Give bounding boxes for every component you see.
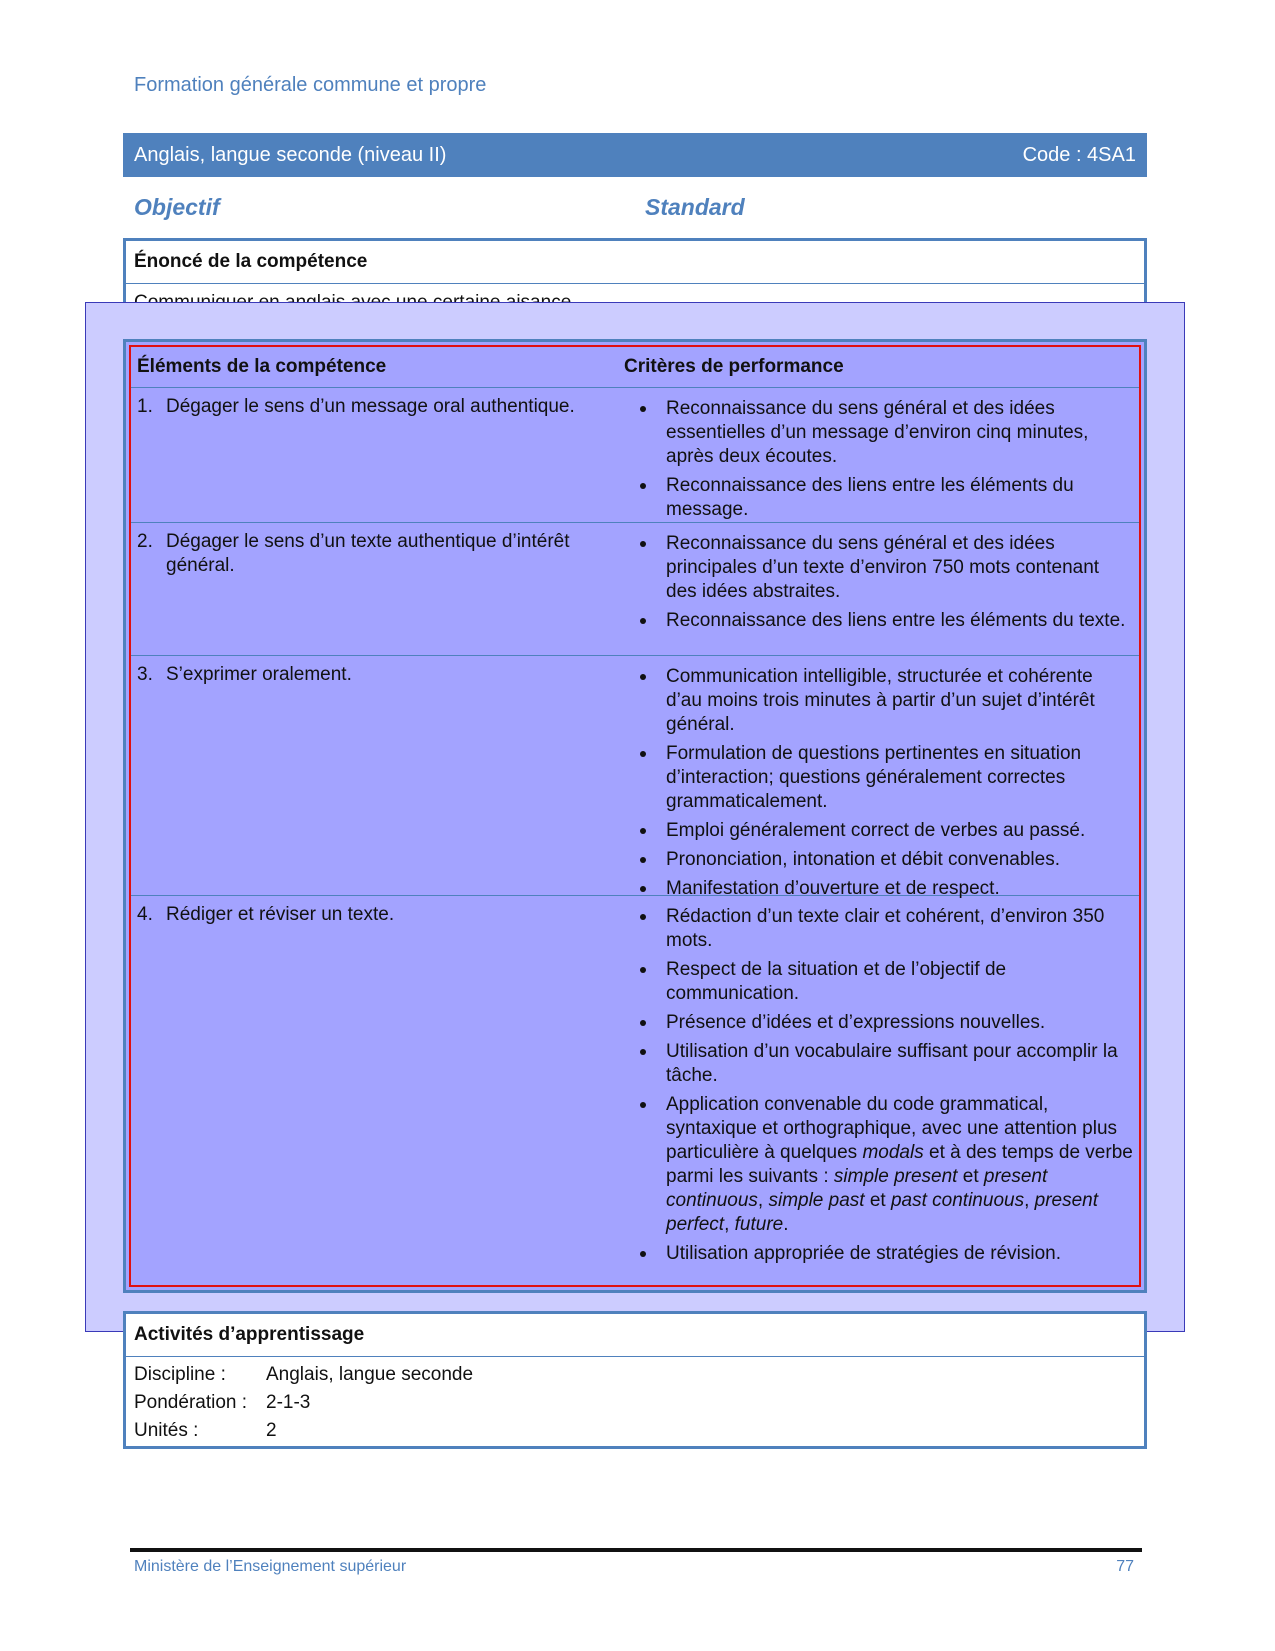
- objectif-standard-row: [134, 194, 1144, 221]
- discipline-label: Discipline :: [134, 1364, 226, 1385]
- criterion-item: Utilisation d’un vocabulaire suffisant pour accomplir la tâche.: [637, 1040, 1133, 1088]
- criterion-item: Présence d’idées et d’expressions nouvelles.: [637, 1011, 1133, 1035]
- criterion-item: Manifestation d’ouverture et de respect.: [637, 877, 1133, 901]
- tense-future: future: [734, 1214, 784, 1235]
- grammar-comma: ,: [724, 1214, 735, 1235]
- criterion-item: Respect de la situation et de l’objectif de communication.: [637, 958, 1133, 1006]
- criterion-item: Emploi généralement correct de verbes au passé.: [637, 819, 1133, 843]
- grammar-and: et: [864, 1190, 891, 1211]
- tense-simple-present: simple present: [833, 1166, 958, 1187]
- col-criteres-header: Critères de performance: [624, 356, 844, 377]
- criteria-list: [637, 905, 1133, 1271]
- tense-present-perfect: present perfect: [666, 1190, 1099, 1235]
- competence-table-header: [131, 347, 1139, 388]
- tense-present-continuous: present continuous: [666, 1166, 1048, 1211]
- col-elements-header: Éléments de la compétence: [137, 356, 387, 377]
- table-row: [131, 522, 1139, 656]
- element-label: Dégager le sens d’un texte authentique d’intérêt général.: [166, 531, 570, 576]
- element-number: 3.: [137, 664, 153, 685]
- element-label: Rédiger et réviser un texte.: [166, 904, 395, 925]
- discipline-line: [134, 1361, 1136, 1389]
- element-number: 4.: [137, 904, 153, 925]
- criterion-item: Communication intelligible, structurée et cohérente d’au moins trois minutes à partir d’un sujet d’intérêt général.: [637, 665, 1133, 737]
- ponderation-value: 2-1-3: [266, 1392, 311, 1413]
- course-code: Code : 4SA1: [1022, 143, 1136, 166]
- course-title: Anglais, langue seconde (niveau II): [134, 143, 447, 166]
- discipline-value: Anglais, langue seconde: [266, 1364, 474, 1385]
- element-label: S’exprimer oralement.: [166, 664, 352, 685]
- top-heading: Formation générale commune et propre: [134, 74, 487, 96]
- grammar-mid: et à des temps de verbe parmi les suivants :: [666, 1142, 1133, 1187]
- element-text: [137, 903, 636, 927]
- footer: [134, 1558, 1134, 1576]
- table-row: [131, 895, 1139, 1291]
- table-row: [131, 387, 1139, 523]
- ponderation-label: Pondération :: [134, 1392, 248, 1413]
- objectif-label: Objectif: [134, 194, 220, 220]
- grammar-and: et: [957, 1166, 984, 1187]
- unites-label: Unités :: [134, 1420, 199, 1441]
- grammar-comma: ,: [1024, 1190, 1035, 1211]
- element-label: Dégager le sens d’un message oral authentique.: [166, 396, 575, 417]
- activites-title: Activités d’apprentissage: [126, 1314, 1144, 1357]
- criterion-item: Reconnaissance des liens entre les éléments du message.: [637, 474, 1133, 522]
- criterion-item: Rédaction d’un texte clair et cohérent, d’environ 350 mots.: [637, 905, 1133, 953]
- criterion-item: Reconnaissance des liens entre les éléments du texte.: [637, 609, 1133, 633]
- tense-simple-past: simple past: [768, 1190, 865, 1211]
- criterion-item: Prononciation, intonation et débit convenables.: [637, 848, 1133, 872]
- standard-label: Standard: [645, 194, 745, 220]
- element-text: [137, 663, 636, 687]
- element-text: [137, 530, 636, 578]
- criteria-list: [637, 532, 1133, 638]
- criteria-list: [637, 665, 1133, 906]
- ponderation-line: [134, 1389, 1136, 1417]
- criterion-item-grammar: [637, 1093, 1133, 1237]
- competence-table-inner: [129, 345, 1141, 1287]
- footer-rule: [130, 1548, 1142, 1552]
- criterion-item: Utilisation appropriée de stratégies de révision.: [637, 1242, 1133, 1266]
- element-text: [137, 395, 636, 419]
- unites-line: [134, 1417, 1136, 1445]
- course-title-bar: [123, 133, 1147, 177]
- element-number: 1.: [137, 396, 153, 417]
- enonce-title: Énoncé de la compétence: [126, 241, 1144, 284]
- grammar-end: .: [783, 1214, 789, 1235]
- page-number: 77: [1116, 1558, 1134, 1575]
- criteria-list: [637, 397, 1133, 527]
- activites-box: [123, 1311, 1147, 1449]
- tense-past-continuous: past continuous: [890, 1190, 1025, 1211]
- criterion-item: Reconnaissance du sens général et des idées principales d’un texte d’environ 750 mots contenant des idées abstraites.: [637, 532, 1133, 604]
- competence-table: [123, 339, 1147, 1293]
- grammar-lead: Application convenable du code grammatical, syntaxique et orthographique, avec une attention plus particulière à quelques: [666, 1094, 1118, 1163]
- grammar-modals: modals: [862, 1142, 924, 1163]
- criterion-item: Reconnaissance du sens général et des idées essentielles d’un message d’environ cinq minutes, après deux écoutes.: [637, 397, 1133, 469]
- element-number: 2.: [137, 531, 153, 552]
- criterion-item: Formulation de questions pertinentes en situation d’interaction; questions généralement correctes grammaticalement.: [637, 742, 1133, 814]
- table-row: [131, 655, 1139, 899]
- footer-ministry: Ministère de l’Enseignement supérieur: [134, 1558, 407, 1575]
- grammar-comma: ,: [757, 1190, 769, 1211]
- activites-body: [126, 1357, 1144, 1449]
- unites-value: 2: [266, 1420, 277, 1441]
